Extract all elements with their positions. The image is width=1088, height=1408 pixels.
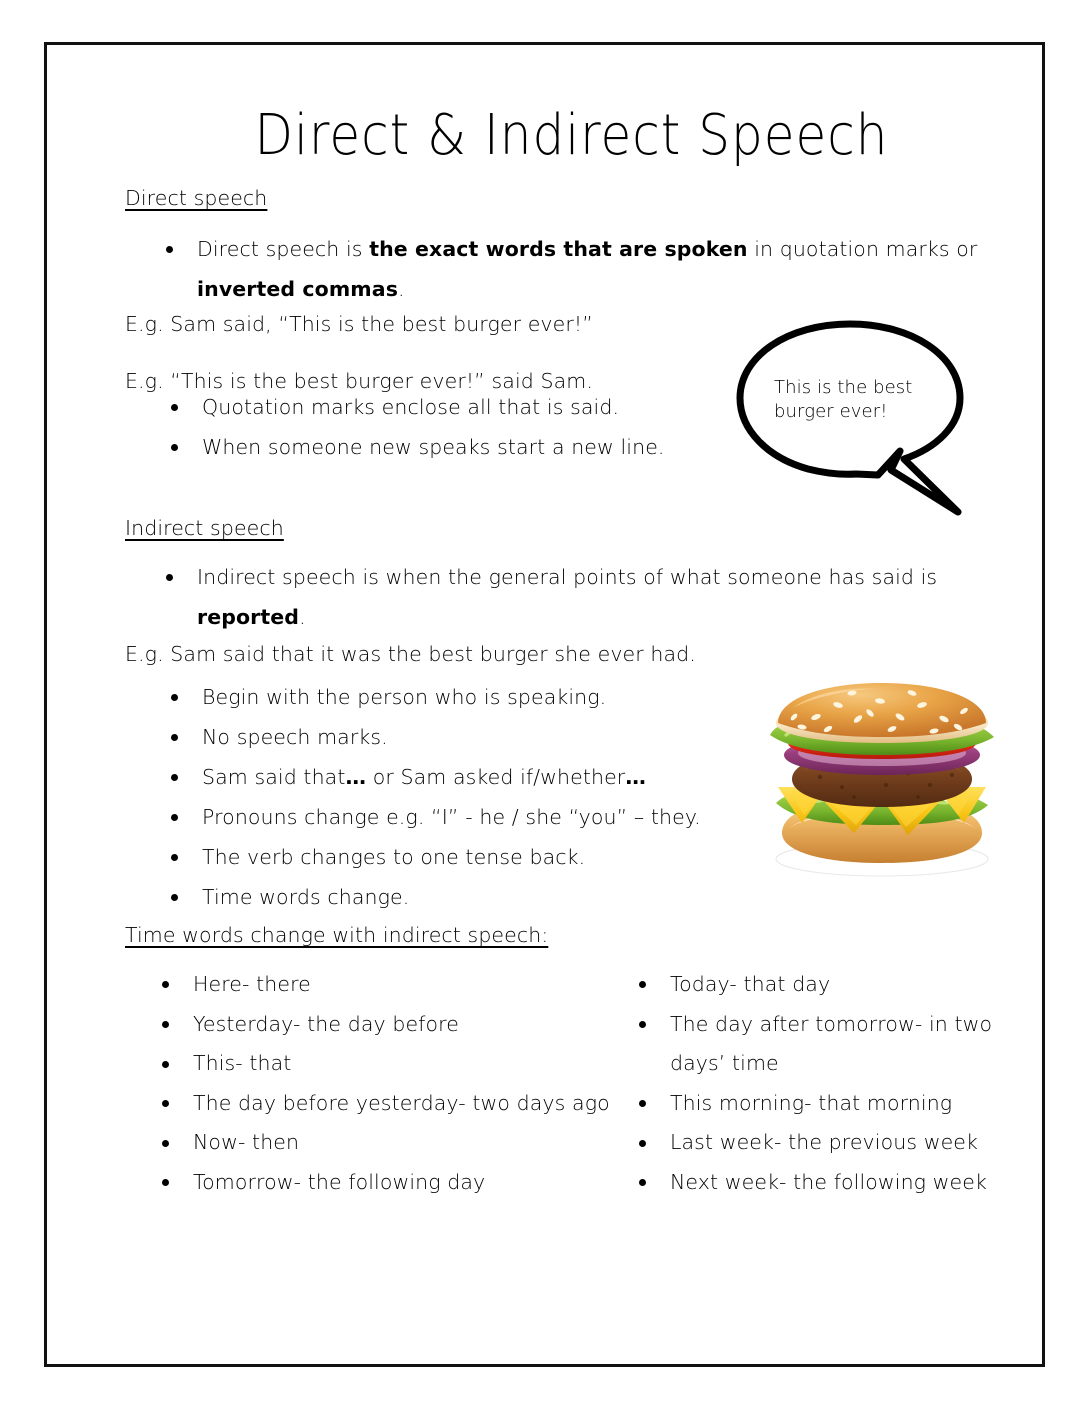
list-item bbox=[202, 798, 782, 838]
indirect-primary-bullets bbox=[197, 558, 1017, 638]
list-item-label: This- that bbox=[193, 1051, 292, 1076]
example-line: E.g. “This is the best burger ever!” said Sam. bbox=[125, 368, 593, 393]
direct-examples bbox=[125, 314, 825, 391]
text-run: . bbox=[398, 276, 405, 301]
list-item-label: Here- there bbox=[193, 972, 311, 996]
list-item-label: Now- then bbox=[193, 1130, 300, 1155]
list-item bbox=[197, 230, 1017, 310]
time-words-column-left bbox=[193, 965, 613, 1202]
list-item-label: The day after tomorrow- in two days’ time bbox=[670, 1011, 993, 1076]
direct-primary-bullets bbox=[197, 230, 1017, 310]
bullet-list bbox=[197, 558, 1017, 638]
list-item-label: Today- that day bbox=[670, 972, 831, 996]
list-item bbox=[193, 965, 613, 1005]
list-item bbox=[193, 1084, 613, 1124]
bold-text: reported bbox=[197, 604, 300, 629]
list-item bbox=[202, 428, 802, 468]
bold-text: … bbox=[625, 764, 646, 789]
list-item-label: Last week- the previous week bbox=[670, 1130, 978, 1155]
list-item bbox=[202, 388, 802, 428]
text-run: The verb changes to one tense back. bbox=[202, 844, 586, 869]
text-run: Begin with the person who is speaking. bbox=[202, 685, 607, 709]
cheeseburger-illustration bbox=[758, 683, 1006, 883]
list-item-label: Yesterday- the day before bbox=[193, 1011, 459, 1036]
example-line: E.g. Sam said, “This is the best burger ever!” bbox=[125, 312, 593, 336]
list-item bbox=[202, 678, 782, 718]
page-title: Direct & Indirect Speech bbox=[254, 102, 889, 168]
list-item bbox=[202, 838, 782, 878]
text-run: No speech marks. bbox=[202, 724, 388, 749]
list-item bbox=[202, 878, 782, 918]
list-item bbox=[197, 558, 1017, 638]
list-item-label: Tomorrow- the following day bbox=[193, 1169, 486, 1194]
section-heading-direct bbox=[125, 188, 267, 210]
text-run: Direct speech is bbox=[197, 237, 370, 261]
direct-secondary-bullets bbox=[202, 388, 802, 468]
spacer bbox=[125, 335, 825, 371]
bullet-list bbox=[197, 230, 1017, 310]
bold-text: the exact words that are spoken bbox=[369, 237, 748, 261]
list-item bbox=[202, 718, 782, 758]
list-item-label bbox=[202, 805, 701, 829]
list-item bbox=[670, 1123, 1040, 1163]
list-item-label: When someone new speaks start a new line. bbox=[202, 434, 665, 459]
bullet-list bbox=[670, 965, 1040, 1202]
list-item-label bbox=[202, 685, 606, 709]
list-item-label bbox=[202, 725, 388, 749]
text-run: Sam said that bbox=[202, 764, 346, 789]
list-item-label bbox=[202, 885, 409, 909]
list-item bbox=[193, 1044, 613, 1084]
text-run: in quotation marks or bbox=[747, 237, 978, 261]
text-run: or Sam asked if/whether bbox=[366, 764, 626, 789]
heading-indirect-speech: Indirect speech bbox=[125, 516, 284, 540]
list-item-label: This morning- that morning bbox=[670, 1090, 953, 1115]
list-item bbox=[193, 1123, 613, 1163]
speech-bubble-line-2: burger ever! bbox=[774, 401, 888, 423]
list-item bbox=[193, 1005, 613, 1045]
speech-bubble bbox=[728, 318, 973, 518]
rich-text bbox=[197, 565, 937, 629]
text-run: Time words change. bbox=[202, 884, 410, 909]
text-run: Indirect speech is when the general points of what someone has said is bbox=[197, 565, 938, 589]
bold-text: inverted commas bbox=[197, 276, 399, 301]
heading-time-words: Time words change with indirect speech: bbox=[125, 923, 549, 947]
heading-direct-speech: Direct speech bbox=[125, 186, 268, 210]
list-item-label bbox=[202, 765, 646, 789]
section-heading-indirect bbox=[125, 518, 284, 540]
list-item bbox=[193, 1163, 613, 1203]
bullet-list bbox=[202, 388, 802, 468]
speech-bubble-text bbox=[774, 376, 924, 425]
bold-text: … bbox=[345, 764, 367, 789]
list-item bbox=[670, 1084, 1040, 1124]
list-item-label: Quotation marks enclose all that is said. bbox=[202, 395, 620, 419]
list-item bbox=[670, 1005, 1040, 1084]
bullet-list bbox=[193, 965, 613, 1202]
rich-text bbox=[197, 237, 977, 301]
section-heading-time-words bbox=[125, 925, 548, 947]
list-item bbox=[670, 1163, 1040, 1203]
example-line: E.g. Sam said that it was the best burger she ever had. bbox=[125, 642, 696, 666]
bullet-list bbox=[202, 678, 782, 918]
speech-bubble-line-1: This is the best bbox=[774, 377, 913, 398]
list-item-label bbox=[202, 845, 585, 869]
time-words-column-right bbox=[670, 965, 1040, 1202]
indirect-secondary-bullets bbox=[202, 678, 782, 918]
document-content bbox=[125, 100, 1018, 1194]
burger-image bbox=[758, 683, 1006, 883]
list-item bbox=[670, 965, 1040, 1005]
text-run: Pronouns change e.g. “I” - he / she “you” – they. bbox=[202, 804, 701, 829]
list-item bbox=[202, 758, 782, 798]
indirect-examples bbox=[125, 644, 825, 665]
list-item-label: The day before yesterday- two days ago bbox=[193, 1090, 610, 1115]
text-run: . bbox=[299, 604, 306, 629]
list-item-label: Next week- the following week bbox=[670, 1169, 987, 1194]
